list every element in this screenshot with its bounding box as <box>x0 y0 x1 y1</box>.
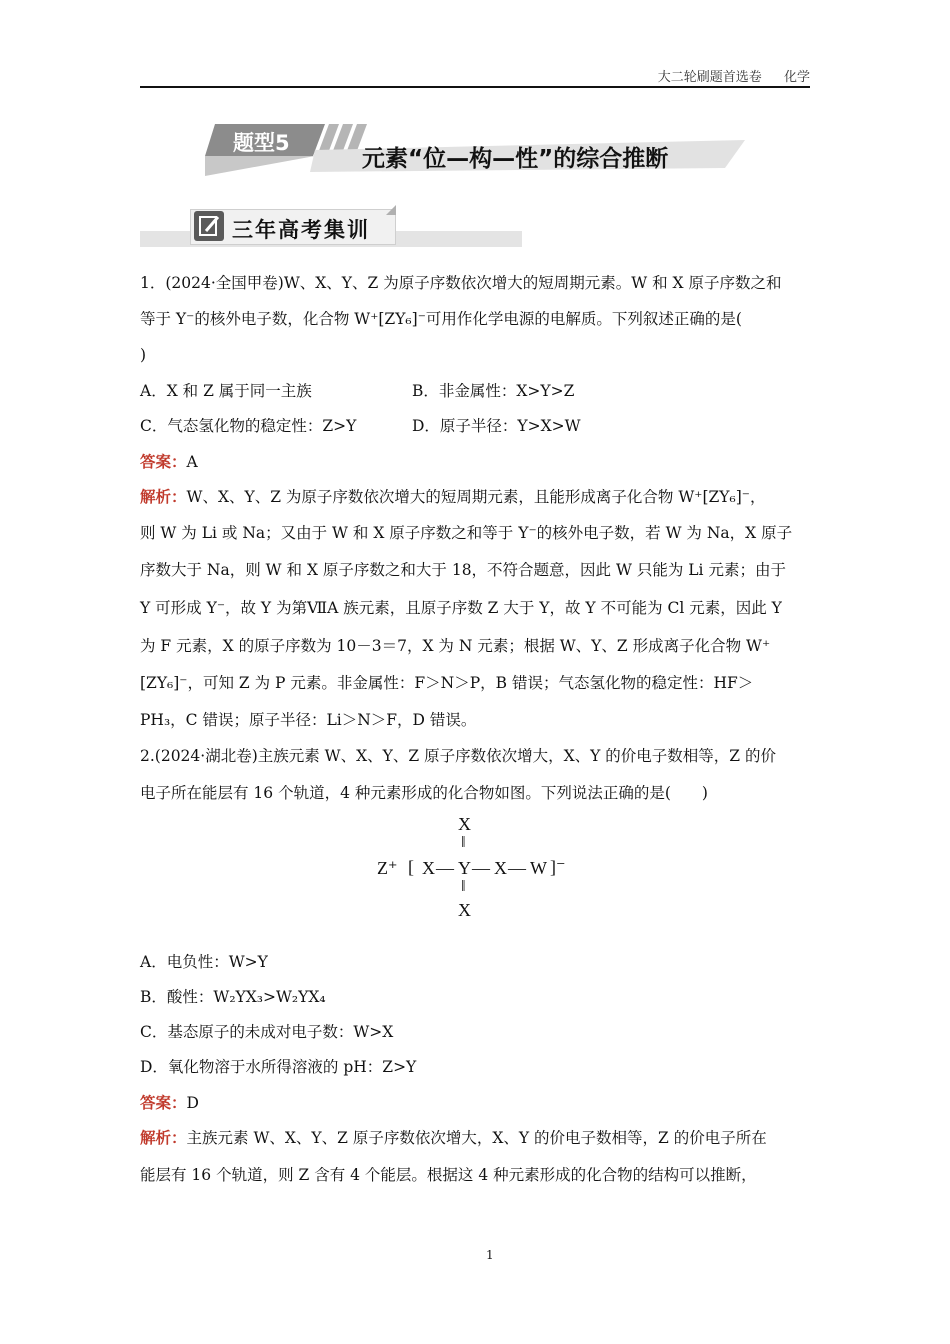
q2-stem-line-2: 电子所在能层有 16 个轨道，4 种元素形成的化合物如图。下列说法正确的是( ) <box>140 784 708 802</box>
q1-option-a: A．X 和 Z 属于同一主族 <box>140 382 312 400</box>
edit-icon <box>194 211 224 241</box>
pencil-icon <box>194 211 224 241</box>
q1-stem-line-2: 等于 Y⁻的核外电子数，化合物 W⁺[ZY₆]⁻可用作化学电源的电解质。下列叙述正确的是( <box>140 310 742 328</box>
structure-bond-1: — <box>436 858 454 878</box>
section-title: 元素“位—构—性”的综合推断 <box>362 146 669 172</box>
structure-bond-2: — <box>472 858 490 878</box>
q1-analysis-line-7: PH₃，C 错误；原子半径：Li＞N＞F，D 错误。 <box>140 711 477 729</box>
structure-bracket-close: ]⁻ <box>550 857 566 877</box>
q1-analysis-line-6: [ZY₆]⁻，可知 Z 为 P 元素。非金属性：F＞N＞P，B 错误；气态氢化物的稳定性：HF＞ <box>140 674 754 692</box>
q1-analysis-line-2: 则 W 为 Li 或 Na；又由于 W 和 X 原子序数之和等于 Y⁻的核外电子数，若 W 为 Na，X 原子 <box>140 524 793 542</box>
structure-top-double-bond: ‖ <box>461 834 466 851</box>
sub-heading-corner <box>386 205 396 215</box>
header-rule <box>140 86 810 88</box>
q1-option-b: B．非金属性：X>Y>Z <box>412 382 575 400</box>
q1-analysis-label: 解析： <box>140 488 187 506</box>
structure-cation: Z⁺ <box>377 858 398 878</box>
structure-atom-x1: X <box>422 858 435 878</box>
q1-stem-line-3: ) <box>140 346 147 364</box>
q2-option-c: C．基态原子的未成对电子数：W>X <box>140 1023 394 1041</box>
q1-analysis-text: W、X、Y、Z 为原子序数依次增大的短周期元素，且能形成离子化合物 W⁺[ZY₆]⁻， <box>186 488 766 506</box>
q2-answer <box>140 1093 199 1113</box>
q2-analysis-line-1 <box>140 1128 767 1148</box>
q1-analysis-line-5: 为 F 元素，X 的原子序数为 10－3＝7，X 为 N 元素；根据 W、Y、Z 形成离子化合物 W⁺ <box>140 637 771 655</box>
structure-diagram <box>360 812 600 924</box>
banner-fold <box>205 156 315 176</box>
header-book-title: 大二轮刷题首选卷 <box>657 70 762 85</box>
q2-stem-line-1: 2.(2024·湖北卷)主族元素 W、X、Y、Z 原子序数依次增大，X、Y 的价电子数相等，Z 的价 <box>140 747 776 765</box>
q1-analysis-line-4: Y 可形成 Y⁻，故 Y 为第ⅦA 族元素，且原子序数 Z 大于 Y，故 Y 不可能为 Cl 元素，因此 Y <box>140 599 782 617</box>
structure-bracket-open: [ <box>408 857 414 877</box>
structure-bottom-x: X <box>458 900 471 920</box>
structure-atom-x2: X <box>494 858 507 878</box>
sub-heading-title: 三年高考集训 <box>232 218 370 242</box>
q1-option-c: C．气态氢化物的稳定性：Z>Y <box>140 417 357 435</box>
q2-analysis-text: 主族元素 W、X、Y、Z 原子序数依次增大，X、Y 的价电子数相等，Z 的价电子所在 <box>186 1129 767 1147</box>
page-number: 1 <box>486 1248 494 1262</box>
structure-top-x: X <box>458 814 471 834</box>
q1-answer-value: A <box>186 453 198 471</box>
q2-answer-value: D <box>186 1094 199 1112</box>
header-subject: 化学 <box>783 70 810 85</box>
structure-bond-3: — <box>508 858 526 878</box>
q1-answer-label: 答案： <box>140 453 187 471</box>
q1-option-d: D．原子半径：Y>X>W <box>412 417 581 435</box>
q2-answer-label: 答案： <box>140 1094 187 1112</box>
q2-analysis-label: 解析： <box>140 1129 187 1147</box>
q2-option-d: D．氧化物溶于水所得溶液的 pH：Z>Y <box>140 1058 417 1076</box>
q2-option-b: B．酸性：W₂YX₃>W₂YX₄ <box>140 988 326 1006</box>
q1-analysis-line-1 <box>140 487 765 507</box>
structure-atom-w: W <box>530 858 547 878</box>
q1-stem-line-1: 1．(2024·全国甲卷)W、X、Y、Z 为原子序数依次增大的短周期元素。W 和 X 原子序数之和 <box>140 274 782 292</box>
sub-heading-bar <box>140 205 522 249</box>
structure-bottom-double-bond: ‖ <box>461 878 466 895</box>
q2-option-a: A．电负性：W>Y <box>140 953 268 971</box>
q2-analysis-line-2: 能层有 16 个轨道，则 Z 含有 4 个能层。根据这 4 种元素形成的化合物的结构可以推断， <box>140 1166 757 1184</box>
q1-analysis-line-3: 序数大于 Na，则 W 和 X 原子序数之和大于 18，不符合题意，因此 W 只能为 Li 元素；由于 <box>140 561 786 579</box>
structure-atom-y: Y <box>458 858 471 878</box>
section-badge: 题型5 <box>233 131 290 155</box>
q1-answer <box>140 452 198 472</box>
section-banner <box>205 122 745 178</box>
running-header <box>658 66 810 85</box>
